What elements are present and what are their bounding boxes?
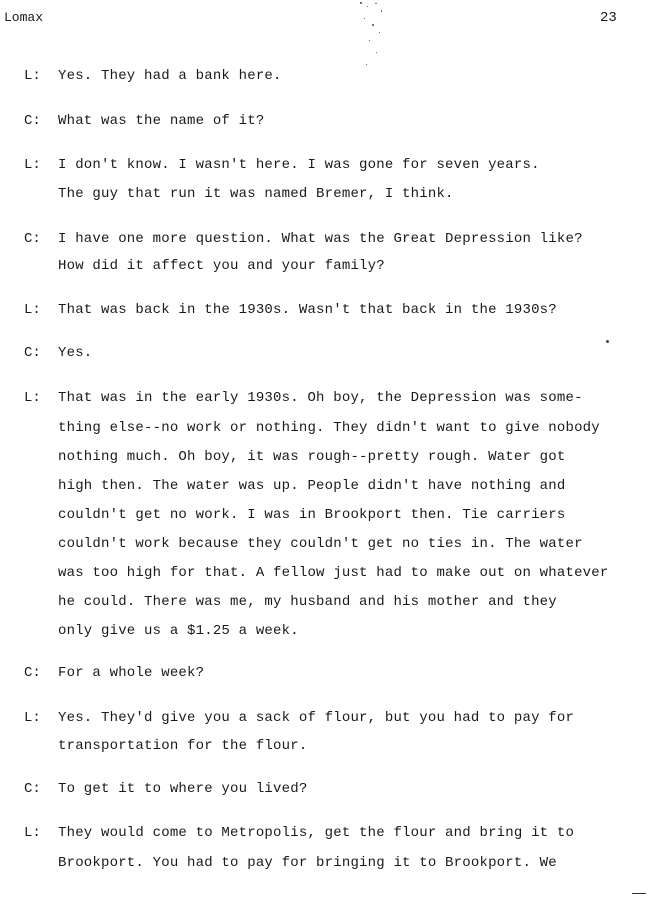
transcript-line: only give us a $1.25 a week. [58, 623, 299, 639]
page-number: 23 [600, 10, 617, 26]
transcript-line: They would come to Metropolis, get the flour and bring it to [58, 825, 575, 841]
transcript-line: I don't know. I wasn't here. I was gone for seven years. [58, 157, 540, 173]
transcript-line: thing else--no work or nothing. They didn't want to give nobody [58, 420, 600, 436]
speaker-label: L: [24, 710, 41, 726]
transcript-line: couldn't work because they couldn't get no ties in. The water [58, 536, 583, 552]
transcript-line: I have one more question. What was the Great Depression like? [58, 231, 583, 247]
speaker-label: C: [24, 665, 41, 681]
transcript-line: For a whole week? [58, 665, 205, 681]
speaker-label: C: [24, 781, 41, 797]
transcript-line: couldn't get no work. I was in Brookport then. Tie carriers [58, 507, 566, 523]
transcript-line: What was the name of it? [58, 113, 265, 129]
scan-speckle [355, 0, 395, 80]
speaker-label: L: [24, 157, 41, 173]
transcript-line: How did it affect you and your family? [58, 258, 385, 274]
speaker-label: L: [24, 68, 41, 84]
scan-dot [606, 340, 609, 343]
transcript-line: To get it to where you lived? [58, 781, 308, 797]
speaker-label: C: [24, 231, 41, 247]
transcript-line: he could. There was me, my husband and his mother and they [58, 594, 557, 610]
transcript-line: Yes. They'd give you a sack of flour, but you had to pay for [58, 710, 575, 726]
transcript-line: transportation for the flour. [58, 738, 308, 754]
transcript-line: The guy that run it was named Bremer, I think. [58, 186, 454, 202]
speaker-label: L: [24, 825, 41, 841]
transcript-line: That was back in the 1930s. Wasn't that back in the 1930s? [58, 302, 557, 318]
transcript-line: was too high for that. A fellow just had to make out on whatever [58, 565, 609, 581]
transcript-line: high then. The water was up. People didn't have nothing and [58, 478, 566, 494]
speaker-label: C: [24, 345, 41, 361]
transcript-line: Brookport. You had to pay for bringing it to Brookport. We [58, 855, 557, 871]
speaker-label: C: [24, 113, 41, 129]
speaker-label: L: [24, 302, 41, 318]
speaker-label: L: [24, 390, 41, 406]
transcript-line: nothing much. Oh boy, it was rough--pretty rough. Water got [58, 449, 566, 465]
transcript-line: Yes. They had a bank here. [58, 68, 282, 84]
scan-dash [632, 893, 646, 894]
transcript-line: That was in the early 1930s. Oh boy, the Depression was some- [58, 390, 583, 406]
header-interviewee-name: Lomax [4, 10, 44, 25]
transcript-line: Yes. [58, 345, 93, 361]
